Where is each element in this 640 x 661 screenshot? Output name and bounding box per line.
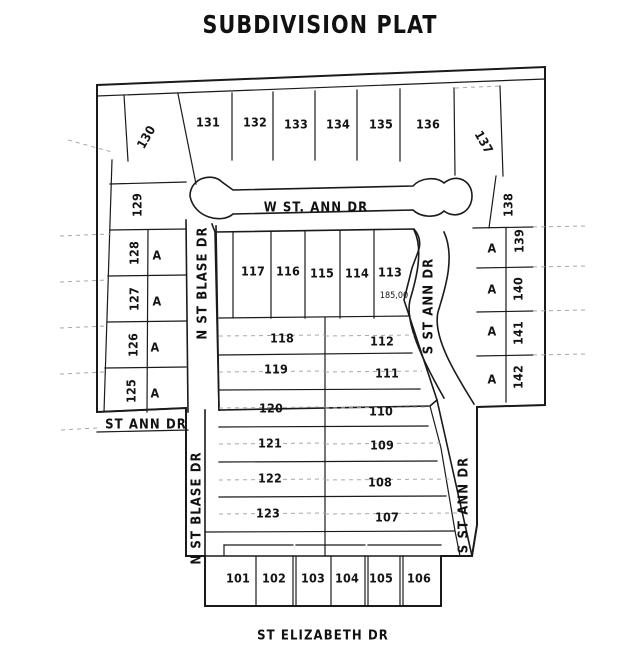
street-label-st-elizabeth-dr-6: ST ELIZABETH DR (257, 628, 389, 644)
lot-label-111: 111 (374, 365, 400, 381)
lot-label-103: 103 (300, 570, 326, 586)
lot-label-123: 123 (255, 505, 281, 521)
lot-label-122: 122 (257, 470, 283, 486)
street-label-n-st-blase-dr-4: N ST BLASE DR (189, 451, 205, 565)
lot-label-127A: A (152, 293, 162, 309)
lot-label-140A: A (487, 281, 497, 297)
lot-label-116: 116 (275, 263, 301, 279)
lot-label-121: 121 (257, 435, 283, 451)
lot-label-120: 120 (258, 400, 284, 416)
lot-label-128A: A (152, 247, 162, 263)
lot-label-101: 101 (225, 570, 251, 586)
lot-label-126: 126 (125, 332, 141, 358)
lot-label-134: 134 (325, 116, 351, 132)
lot-label-125A: A (150, 385, 160, 401)
lot-label-114: 114 (344, 265, 370, 281)
lot-label-136: 136 (415, 116, 441, 132)
lot-label-142A: A (487, 371, 497, 387)
street-label-w-st-ann-dr-0: W ST. ANN DR (263, 200, 369, 216)
lot-label-113-dim: 185,00 (379, 291, 409, 301)
lot-label-138: 138 (500, 192, 516, 218)
lot-label-130: 130 (133, 122, 159, 152)
street-label-n-st-blase-dr-1: N ST BLASE DR (195, 226, 211, 340)
lot-label-132: 132 (242, 114, 268, 130)
page-title: SUBDIVISION PLAT (202, 10, 438, 39)
lot-label-104: 104 (334, 570, 360, 586)
lot-label-119: 119 (263, 361, 289, 377)
lot-label-118: 118 (269, 330, 295, 346)
lot-label-106: 106 (406, 570, 432, 586)
lot-label-112: 112 (369, 333, 395, 349)
lot-label-113: 113 (377, 264, 403, 280)
street-label-s-st-ann-dr-5: S ST ANN DR (456, 456, 472, 554)
lot-label-107: 107 (374, 509, 400, 525)
lot-label-105: 105 (368, 570, 394, 586)
lot-label-110: 110 (368, 403, 394, 419)
lot-label-128: 128 (126, 240, 142, 266)
lot-label-141: 141 (510, 320, 526, 346)
street-label-st-ann-dr-3: ST ANN DR (105, 417, 187, 433)
lot-label-109: 109 (369, 437, 395, 453)
lot-label-133: 133 (283, 116, 309, 132)
lot-label-131: 131 (195, 114, 221, 130)
lot-label-108: 108 (367, 474, 393, 490)
lot-label-141A: A (487, 323, 497, 339)
lot-label-125: 125 (123, 378, 139, 404)
lot-label-126A: A (150, 339, 160, 355)
lot-label-140: 140 (510, 276, 526, 302)
lot-label-117: 117 (240, 263, 266, 279)
lot-label-142: 142 (510, 364, 526, 390)
street-label-s-st-ann-dr-2: S ST ANN DR (421, 257, 437, 355)
lot-label-139A: A (487, 240, 497, 256)
lot-label-137: 137 (471, 127, 497, 157)
lot-label-129: 129 (129, 192, 145, 218)
lot-label-127: 127 (126, 286, 142, 312)
lot-label-102: 102 (261, 570, 287, 586)
lot-label-115: 115 (309, 265, 335, 281)
lot-label-135: 135 (368, 116, 394, 132)
lot-label-139: 139 (511, 228, 527, 254)
